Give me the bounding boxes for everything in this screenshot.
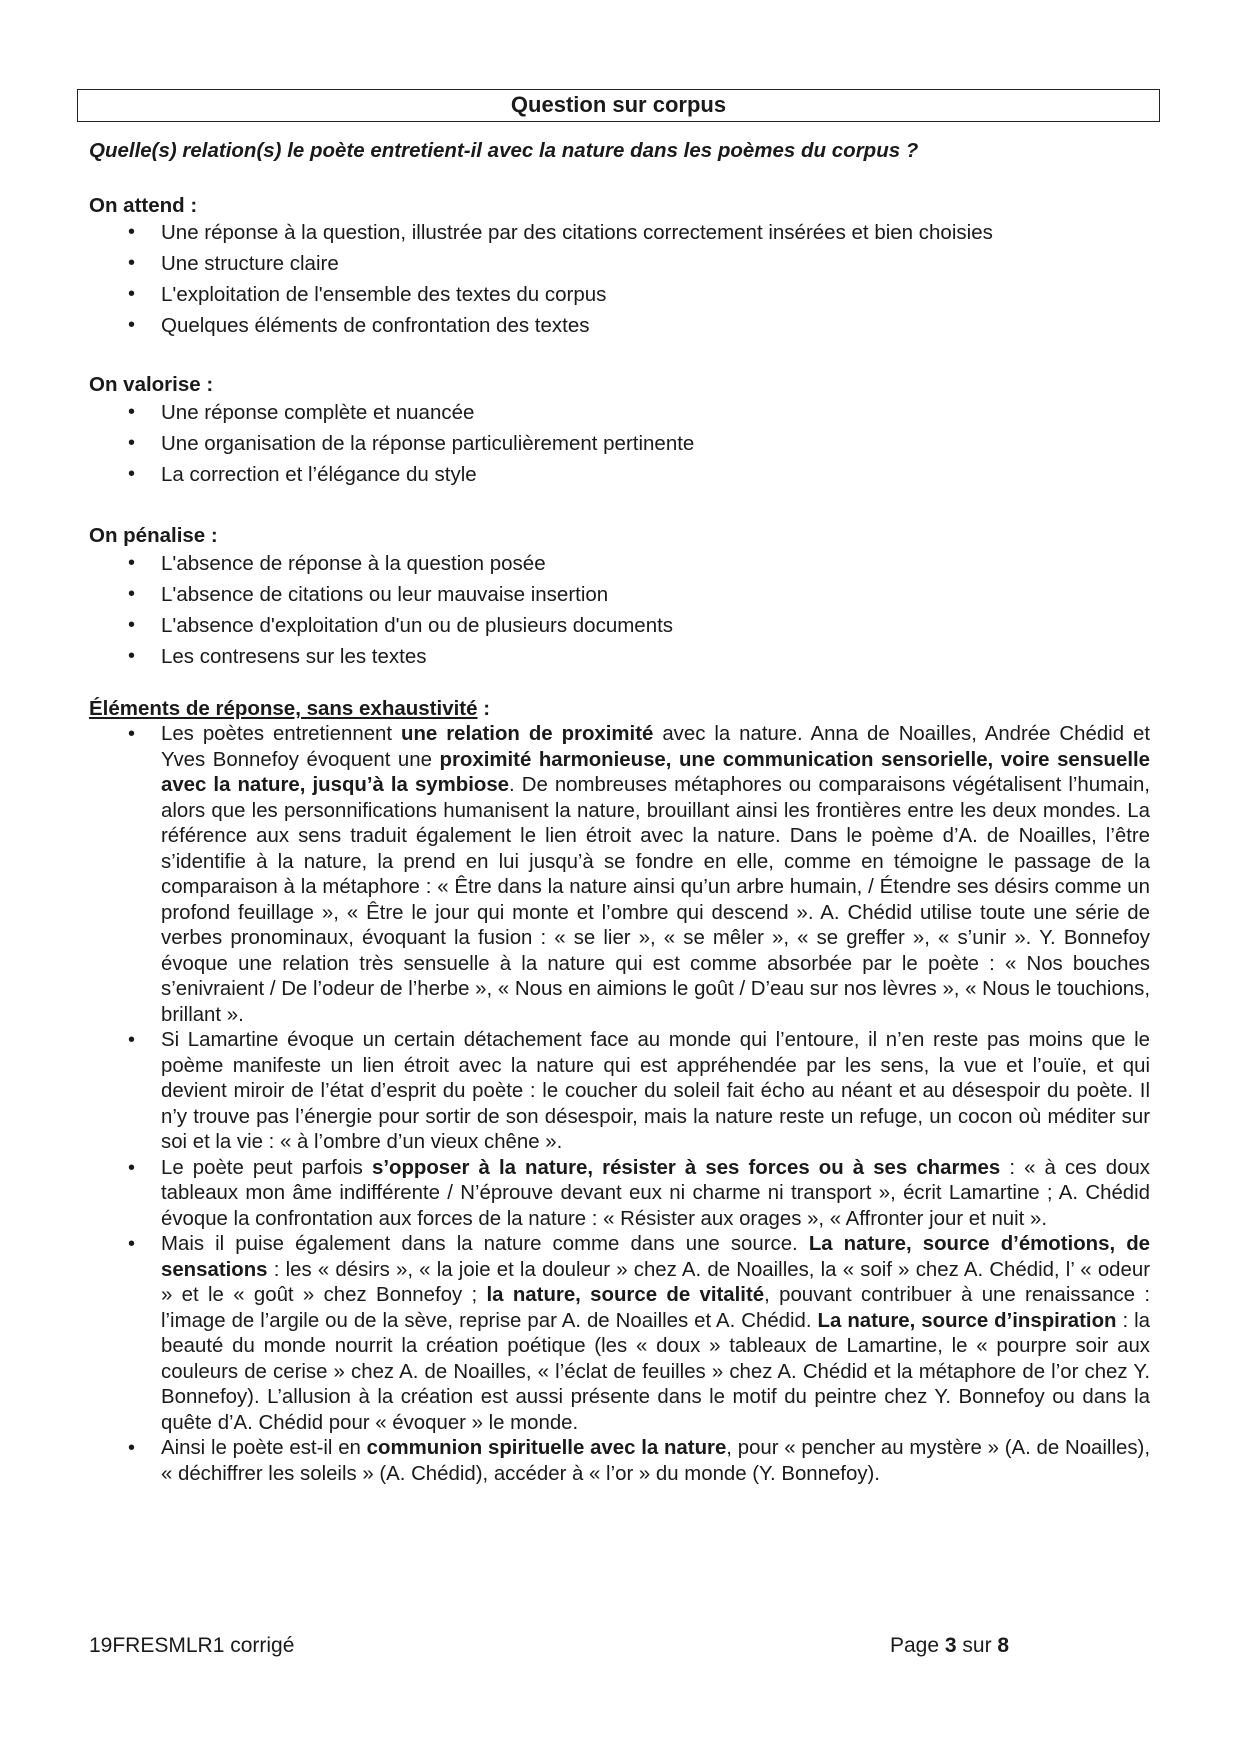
- list-item: • Si Lamartine évoque un certain détachement face au monde qui l’entoure, il n’en reste pas moins que le poème manifeste un lien étroit avec la nature qui est appréhendée par les sens, la vue et l’ouïe, et qui devient miroir de l’état d’esprit du poète : le coucher du soleil fait écho au néant et au désespoir du poète. Il n’y trouve pas l’énergie pour sortir de son désespoir, mais la nature reste un refuge, un cocon où méditer sur soi et la vie : « à l’ombre d’un vieux chêne ».: [124, 1028, 1150, 1156]
- list-item: • La correction et l’élégance du style: [124, 459, 694, 490]
- bold-run: communion spirituelle avec la nature: [366, 1437, 727, 1459]
- list-item: [124, 1232, 1150, 1436]
- list-item: [124, 722, 1150, 1028]
- bold-run: proximité harmonieuse, une communication sensorielle, voire sensuelle avec la nature, jusqu’à la symbiose: [161, 748, 1151, 796]
- text-run: , pouvant contribuer à une renaissance : l’image de l’argile ou de la sève, reprise par A. de Noailles et A. Chédid.: [161, 1284, 1150, 1332]
- list-item: [124, 1436, 1150, 1487]
- page-number: [890, 1634, 1009, 1658]
- text-run: : « à ces doux tableaux mon âme indifférente / N’éprouve devant eux ni charme ni transport », écrit Lamartine ; A. Chédid évoque la confrontation aux forces de la nature : « Résister aux orages », « Affronter jour et nuit ».: [161, 1156, 1150, 1230]
- total-pages: 8: [997, 1634, 1010, 1657]
- elements-heading-colon: :: [477, 697, 491, 720]
- text-run: avec la nature. Anna de Noailles, Andrée Chédid et Yves Bonnefoy évoquent une: [161, 723, 1150, 771]
- list-item: • Une réponse à la question, illustrée par des citations correctement insérées et bien choisies: [124, 217, 993, 248]
- list-item: • Quelques éléments de confrontation des textes: [124, 310, 993, 341]
- bold-run: la nature, source de vitalité: [486, 1284, 765, 1306]
- elements-heading: [89, 697, 490, 721]
- page-label: Page: [890, 1634, 945, 1657]
- on-attend-list: [124, 217, 993, 341]
- text-run: . De nombreuses métaphores ou comparaisons végétalisent l’humain, alors que les personnifications humanisent la nature, brouillant ainsi les frontières entre les deux mondes. La référence aux sens traduit également le lien étroit avec la nature. Dans le poème d’A. de Noailles, l’être s’identifie à la nature, la prend en lui jusqu’à se fondre en elle, comme en témoigne le passage de la comparaison à la métaphore : « Être dans la nature ainsi qu’un arbre humain, / Étendre ses désirs comme un profond feuillage », « Être le jour qui monte et l’ombre qui descend ». A. Chédid utilise toute une série de verbes pronominaux, évoquant la fusion : « se lier », « se mêler », « se greffer », « s’unir ». Y. Bonnefoy évoque une relation très sensuelle à la nature qui est comme absorbée par le poète : « Nos bouches s’enivraient / De l’odeur de l’herbe », « Nous en aimions le goût / D’eau sur nos lèvres », « Nous le touchions, brillant ».: [161, 774, 1150, 1026]
- current-page: 3: [944, 1634, 957, 1657]
- list-item: • Une structure claire: [124, 248, 993, 279]
- page-title: Question sur corpus: [77, 89, 1160, 122]
- on-valorise-list: [124, 397, 694, 490]
- text-run: : la beauté du monde nourrit la création poétique (les « doux » tableaux de Lamartine, le « pourpre soir aux couleurs de cerise » chez A. de Noailles, « l’éclat de feuilles » chez A. Chédid et la métaphore de l’or chez Y. Bonnefoy). L’allusion à la création est aussi présente dans le motif du peintre chez Y. Bonnefoy ou dans la quête d’A. Chédid pour « évoquer » le monde.: [161, 1309, 1151, 1434]
- text-run: Le poète peut parfois: [161, 1156, 372, 1179]
- on-penalise-heading: On pénalise :: [89, 524, 218, 547]
- document-code: 19FRESMLR1 corrigé: [89, 1634, 295, 1657]
- text-run: : les « désirs », « la joie et la douleur » chez A. de Noailles, la « soif » chez A. Chédid, l’ « odeur » et le « goût » chez Bonnefoy ;: [161, 1258, 1150, 1306]
- text-run: Ainsi le poète est-il en: [161, 1437, 367, 1459]
- text-run: , pour « pencher au mystère » (A. de Noailles), « déchiffrer les soleils » (A. Chédid), accéder à « l’or » du monde (Y. Bonnefoy).: [161, 1437, 1150, 1485]
- list-item: [124, 1156, 1150, 1233]
- on-attend-heading: On attend :: [89, 194, 198, 217]
- list-item: • L'absence d'exploitation d'un ou de plusieurs documents: [124, 610, 673, 641]
- list-item: • Une organisation de la réponse particulièrement pertinente: [124, 428, 694, 459]
- page-separator: sur: [956, 1634, 998, 1657]
- bold-run: La nature, source d’inspiration: [817, 1309, 1117, 1332]
- corpus-question: Quelle(s) relation(s) le poète entretient-il avec la nature dans les poèmes du corpus ?: [89, 139, 919, 162]
- bold-run: une relation de proximité: [401, 723, 654, 745]
- list-item: • L'exploitation de l'ensemble des textes du corpus: [124, 279, 993, 310]
- text-run: Mais il puise également dans la nature comme dans une source.: [161, 1233, 809, 1255]
- elements-heading-text: Éléments de réponse, sans exhaustivité: [89, 697, 478, 720]
- bold-run: s’opposer à la nature, résister à ses forces ou à ses charmes: [371, 1156, 1001, 1179]
- elements-list: [124, 722, 1150, 1487]
- text-run: Les poètes entretiennent: [161, 723, 402, 745]
- list-item: • L'absence de réponse à la question posée: [124, 548, 673, 579]
- on-valorise-heading: On valorise :: [89, 373, 214, 396]
- list-item: • Une réponse complète et nuancée: [124, 397, 694, 428]
- on-penalise-list: [124, 548, 673, 672]
- list-item: • L'absence de citations ou leur mauvaise insertion: [124, 579, 673, 610]
- bold-run: La nature, source d’émotions, de sensations: [161, 1233, 1150, 1281]
- list-item: • Les contresens sur les textes: [124, 641, 673, 672]
